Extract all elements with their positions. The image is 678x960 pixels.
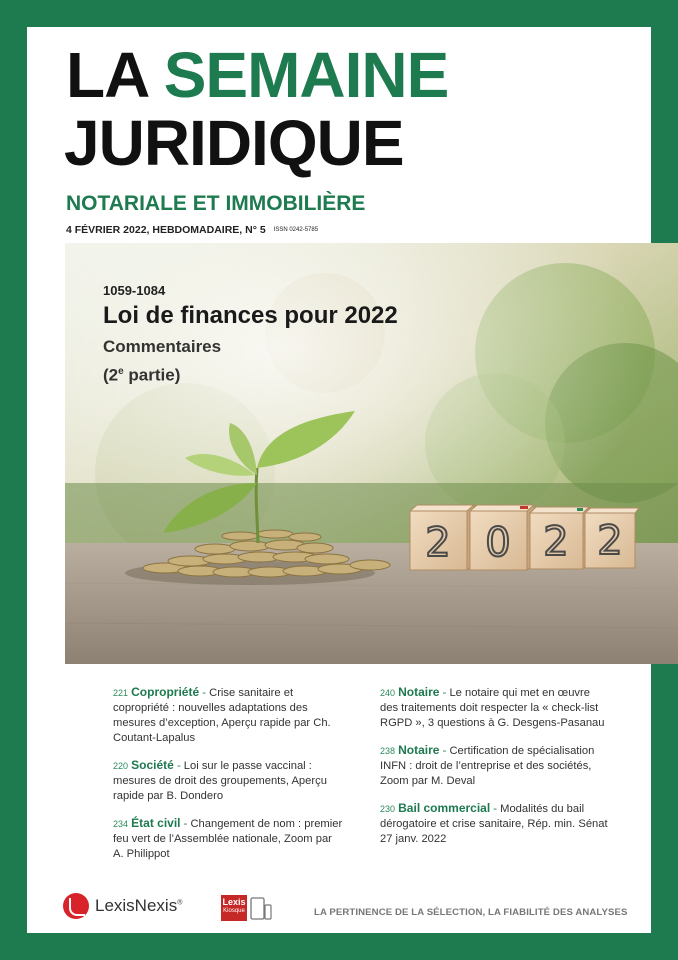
article-category: Bail commercial — [398, 801, 491, 815]
article-text: Crise sanitaire et copropriété : nouvelles adaptations des mesures d’exception, Aperçu rapide par Ch. Coutant-Lapalus — [113, 687, 331, 744]
die-digit-4: 2 — [597, 518, 623, 564]
article-category: Copropriété — [131, 685, 200, 699]
cover-image — [65, 243, 678, 664]
article-item[interactable]: 230 Bail commercial - Modalités du bail dérogatoire et crise sanitaire, Rép. min. Sénat 27 janv. 2022 — [380, 801, 608, 845]
cover-page — [27, 27, 651, 933]
lead-article — [103, 283, 398, 388]
article-number: 220 — [113, 761, 129, 771]
article-category: Notaire — [398, 685, 440, 699]
article-text: Loi sur le passe vaccinal : mesures de droit des groupements, Aperçu rapide par B. Dondero — [113, 760, 327, 802]
article-number: 238 — [380, 746, 396, 756]
article-number: 230 — [380, 804, 396, 814]
article-number: 221 — [113, 688, 129, 698]
article-text: Certification de spécialisation INFN : droit de l’entreprise et des sociétés, Zoom par M. Deval — [380, 745, 595, 787]
article-text: Le notaire qui met en œuvre des traitements doit respecter la « check-list RGPD », 3 questions à G. Desgens-Pasanau — [380, 687, 605, 729]
article-category: Société — [131, 758, 174, 772]
lead-article-code: 1059-1084 — [103, 283, 166, 298]
article-item[interactable]: 238 Notaire - Certification de spécialisation INFN : droit de l’entreprise et des sociétés, Zoom par M. Deval — [380, 743, 595, 787]
lead-article-title: Loi de finances pour 2022 — [103, 302, 398, 329]
article-item[interactable]: 240 Notaire - Le notaire qui met en œuvre des traitements doit respecter la « check-list RGPD », 3 questions à G. Desgens-Pasanau — [380, 685, 605, 729]
lead-article-subtitle: Commentaires (2e partie) — [103, 337, 222, 385]
lexisnexis-emblem-icon — [63, 893, 89, 919]
articles-column-left — [113, 685, 343, 874]
article-text: Changement de nom : premier feu vert de l’Assemblée nationale, Zoom par A. Philippot — [113, 818, 343, 860]
article-item[interactable]: 234 État civil - Changement de nom : premier feu vert de l’Assemblée nationale, Zoom par A. Philippot — [113, 816, 343, 860]
issue-dateline: 4 FÉVRIER 2022, HEBDOMADAIRE, N° 5 ISSN 0242-5785 — [66, 224, 319, 236]
footer-tagline: LA PERTINENCE DE LA SÉLECTION, LA FIABILITÉ DES ANALYSES — [314, 907, 628, 918]
die-digit-1: 2 — [425, 520, 451, 566]
devices-icon — [250, 897, 272, 921]
article-text: Modalités du bail dérogatoire et crise sanitaire, Rép. min. Sénat 27 janv. 2022 — [380, 803, 608, 845]
die-digit-2: 0 — [485, 520, 511, 566]
lexis-kiosque-badge[interactable]: Lexis Kiosque — [221, 895, 247, 921]
article-item[interactable]: 221 Copropriété - Crise sanitaire et copropriété : nouvelles adaptations des mesures d’exception, Aperçu rapide par Ch. Coutant-Lapalus — [113, 685, 331, 744]
die-digit-3: 2 — [543, 519, 569, 565]
article-category: Notaire — [398, 743, 440, 757]
issn: ISSN 0242-5785 — [273, 227, 319, 234]
masthead-title-line1: LA SEMAINE — [66, 39, 449, 111]
article-number: 240 — [380, 688, 396, 698]
masthead-title-line2: JURIDIQUE — [64, 107, 404, 179]
articles-column-right — [380, 685, 610, 859]
publisher-name: LexisNexis® — [95, 896, 183, 915]
article-category: État civil — [131, 816, 181, 830]
masthead-subtitle: NOTARIALE ET IMMOBILIÈRE — [66, 192, 366, 215]
article-number: 234 — [113, 819, 129, 829]
article-item[interactable]: 220 Société - Loi sur le passe vaccinal : mesures de droit des groupements, Aperçu rapide par B. Dondero — [113, 758, 327, 802]
lexisnexis-logo[interactable] — [63, 893, 182, 919]
